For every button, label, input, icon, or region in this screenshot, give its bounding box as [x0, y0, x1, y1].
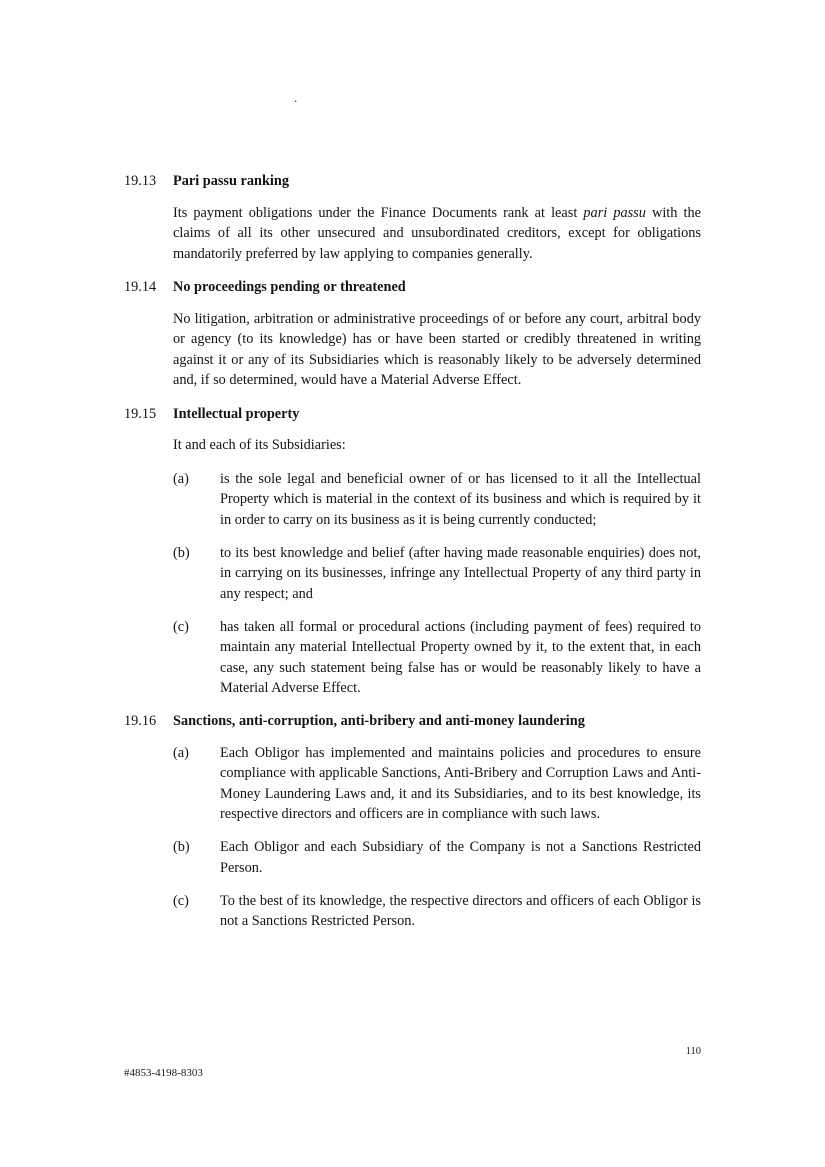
list-item: [173, 469, 701, 531]
paragraph-text-italic: pari passu: [583, 204, 646, 221]
list-item-label: (a): [173, 744, 189, 761]
section-heading-row: [124, 711, 701, 732]
section-title: No proceedings pending or threatened: [173, 279, 406, 295]
footer-doc-id: #4853-4198-8303: [124, 1067, 203, 1079]
section-title: Sanctions, anti-corruption, anti-bribery and anti-money laundering: [173, 713, 585, 729]
list-item-label: (a): [173, 470, 189, 487]
section-heading-row: [124, 404, 701, 425]
list-item-text: has taken all formal or procedural actions (including payment of fees) required to maintain any material Intellectual Property owned by it, to the extent that, in each case, any such statement being false has or would be reasonably likely to have a Material Adverse Effect.: [220, 618, 701, 696]
section-heading-row: [124, 277, 701, 298]
section-paragraph: No litigation, arbitration or administrative proceedings of or before any court, arbitral body or agency (to its knowledge) has or have been started or credibly threatened in writing against it or any of its Subsidiaries which is reasonably likely to be adversely determined and, if so determined, would have a Material Adverse Effect.: [173, 310, 701, 388]
list-item: [173, 743, 701, 825]
page-number: 110: [685, 1046, 701, 1057]
list-item: [173, 617, 701, 699]
section-number: 19.16: [124, 713, 157, 729]
section-number: 19.14: [124, 279, 157, 295]
section-19-15: [124, 404, 701, 699]
section-number: 19.13: [124, 173, 157, 189]
paragraph-text-pre: Its payment obligations under the Finance Documents rank at least: [173, 204, 584, 221]
list-item-label: (b): [173, 839, 190, 855]
list-item-text: Each Obligor and each Subsidiary of the Company is not a Sanctions Restricted Person.: [220, 839, 701, 876]
section-19-13: [124, 171, 701, 264]
page-content: [124, 171, 701, 944]
list-item-label: (c): [173, 892, 189, 909]
list-item-text: is the sole legal and beneficial owner of or has licensed to it all the Intellectual Property which is material in the context of its business and which is required by it in order to carry on its business as it is being currently conducted;: [220, 470, 701, 528]
section-paragraph: It and each of its Subsidiaries:: [173, 437, 346, 453]
list-item: [173, 891, 701, 932]
section-19-14: [124, 277, 701, 391]
section-title: Pari passu ranking: [173, 173, 289, 189]
list-item-text: to its best knowledge and belief (after having made reasonable enquiries) does not, in carrying on its businesses, infringe any Intellectual Property of any third party in any respect; and: [220, 544, 701, 602]
section-heading-row: [124, 171, 701, 192]
section-number: 19.15: [124, 405, 157, 422]
list-item: [173, 543, 701, 605]
section-title: Intellectual property: [173, 405, 300, 422]
list-item: [173, 837, 701, 878]
section-paragraph: [173, 203, 701, 265]
list-item-text: To the best of its knowledge, the respective directors and officers of each Obligor is not a Sanctions Restricted Person.: [220, 892, 701, 929]
list-item-label: (c): [173, 618, 189, 635]
list-item-text: Each Obligor has implemented and maintains policies and procedures to ensure compliance with applicable Sanctions, Anti-Bribery and Corruption Laws and Anti-Money Laundering Laws and, it and its Subsidiaries, and to its best knowledge, its respective directors and officers are in compliance with such laws.: [220, 744, 701, 822]
list-item-label: (b): [173, 544, 190, 561]
paragraph-text-post: with the claims of all its other unsecured and unsubordinated creditors, except for obligations mandatorily preferred by law applying to companies generally.: [173, 204, 701, 262]
section-19-16: [124, 711, 701, 932]
stray-dot-mark: .: [294, 90, 298, 105]
